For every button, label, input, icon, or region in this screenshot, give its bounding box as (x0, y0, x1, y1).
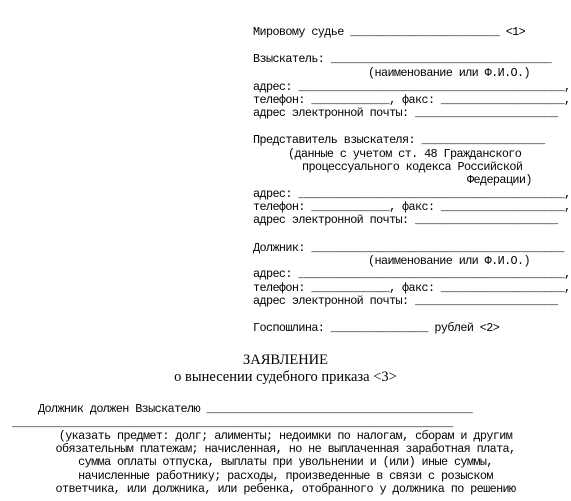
subject-hint-3: сумма оплаты отпуска, выплаты при увольнении и (или) иные суммы, (78, 455, 493, 469)
representative-hint-1: (данные с учетом ст. 48 Гражданского (288, 147, 522, 161)
debtor-label: Должник: _______________________________________ (253, 241, 565, 255)
subject-hint-2: обязательным платежам; начисленная, но не выплаченная заработная плата, (55, 442, 516, 456)
debt-statement-blank: ____________________________________________________________________ (12, 416, 453, 430)
state-fee-line: Госпошлина: _______________ рублей <2> (253, 321, 500, 335)
claimant-phone: телефон: ____________, факс: ___________________, (253, 93, 571, 107)
debtor-email: адрес электронной почты: ______________________ (253, 294, 558, 308)
claimant-hint: (наименование или Ф.И.О.) (368, 66, 530, 80)
document-subtitle: о вынесении судебного приказа <3> (174, 369, 397, 385)
claimant-address: адрес: _________________________________________, (253, 80, 571, 94)
debtor-address: адрес: _________________________________________, (253, 267, 571, 281)
representative-hint-2: процессуального кодекса Российской (302, 160, 523, 174)
representative-label: Представитель взыскателя: ___________________ (253, 133, 545, 147)
representative-address: адрес: _________________________________________, (253, 187, 571, 201)
document-title: ЗАЯВЛЕНИЕ (242, 352, 329, 368)
claimant-email: адрес электронной почты: ______________________ (253, 106, 558, 120)
representative-phone: телефон: ____________, факс: ___________________, (253, 200, 571, 214)
judge-line: Мировому судье _______________________ <1> (253, 25, 526, 39)
debt-statement-line: Должник должен Взыскателю _________________________________________ (38, 402, 473, 416)
subject-hint-1: (указать предмет: долг; алименты; недоимки по налогам, сборам и другим (58, 429, 513, 443)
representative-hint-3: Федерации) (467, 173, 532, 187)
subject-hint-4: начисленные работнику; расходы, произведенные в связи с розыском (78, 469, 493, 483)
representative-email: адрес электронной почты: ______________________ (253, 213, 558, 227)
subject-hint-5: ответчика, или должника, или ребенка, отобранного у должника по решению (55, 482, 516, 496)
claimant-label: Взыскатель: __________________________________ (253, 52, 552, 66)
debtor-hint: (наименование или Ф.И.О.) (368, 254, 530, 268)
debtor-phone: телефон: ____________, факс: ___________________, (253, 281, 571, 295)
